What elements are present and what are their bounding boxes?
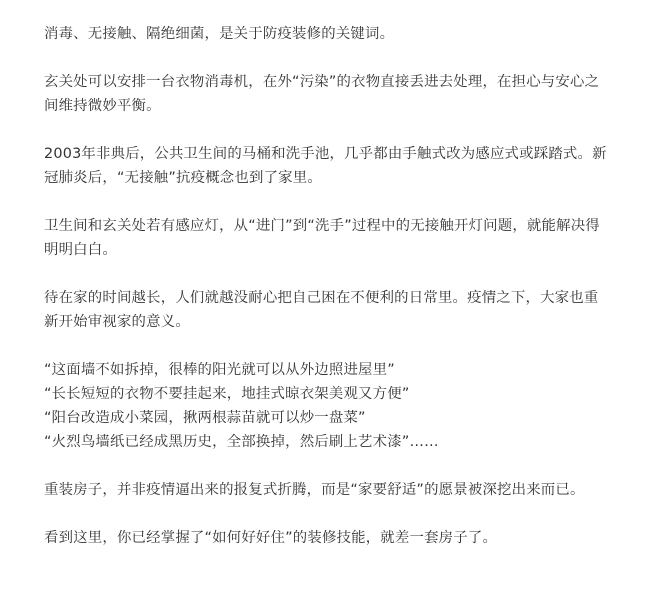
paragraph-quotes: “这面墙不如拆掉，很棒的阳光就可以从外边照进屋里” “长长短短的衣物不要挂起来，地挂式晾衣架美观又方便” “阳台改造成小菜园，揪两根蒜苗就可以炒一盘菜” “火烈鸟墙纸已经成黑历史，全部换掉，然后刷上艺术漆”…… bbox=[44, 362, 439, 450]
paragraph-home-meaning: 待在家的时间越长，人们就越没耐心把自己困在不便利的日常里。疫情之下，大家也重新开始审视家的意义。 bbox=[44, 290, 599, 330]
article-body bbox=[44, 22, 612, 550]
paragraph-sars-history: 2003年非典后，公共卫生间的马桶和洗手池，几乎都由手触式改为感应式或踩踏式。新冠肺炎后，“无接触”抗疫概念也到了家里。 bbox=[44, 146, 607, 186]
paragraph-conclusion: 看到这里，你已经掌握了“如何好好住”的装修技能，就差一套房子了。 bbox=[44, 530, 498, 546]
paragraph-sensor-lights: 卫生间和玄关处若有感应灯，从“进门”到“洗手”过程中的无接触开灯问题，就能解决得明明白白。 bbox=[44, 218, 600, 258]
paragraph-entrance-disinfection: 玄关处可以安排一台衣物消毒机，在外“污染”的衣物直接丢进去处理，在担心与安心之间维持微妙平衡。 bbox=[44, 74, 600, 114]
paragraph-renovation: 重装房子，并非疫情逼出来的报复式折腾，而是“家要舒适”的愿景被深挖出来而已。 bbox=[44, 482, 585, 498]
paragraph-keywords: 消毒、无接触、隔绝细菌，是关于防疫装修的关键词。 bbox=[44, 26, 395, 42]
